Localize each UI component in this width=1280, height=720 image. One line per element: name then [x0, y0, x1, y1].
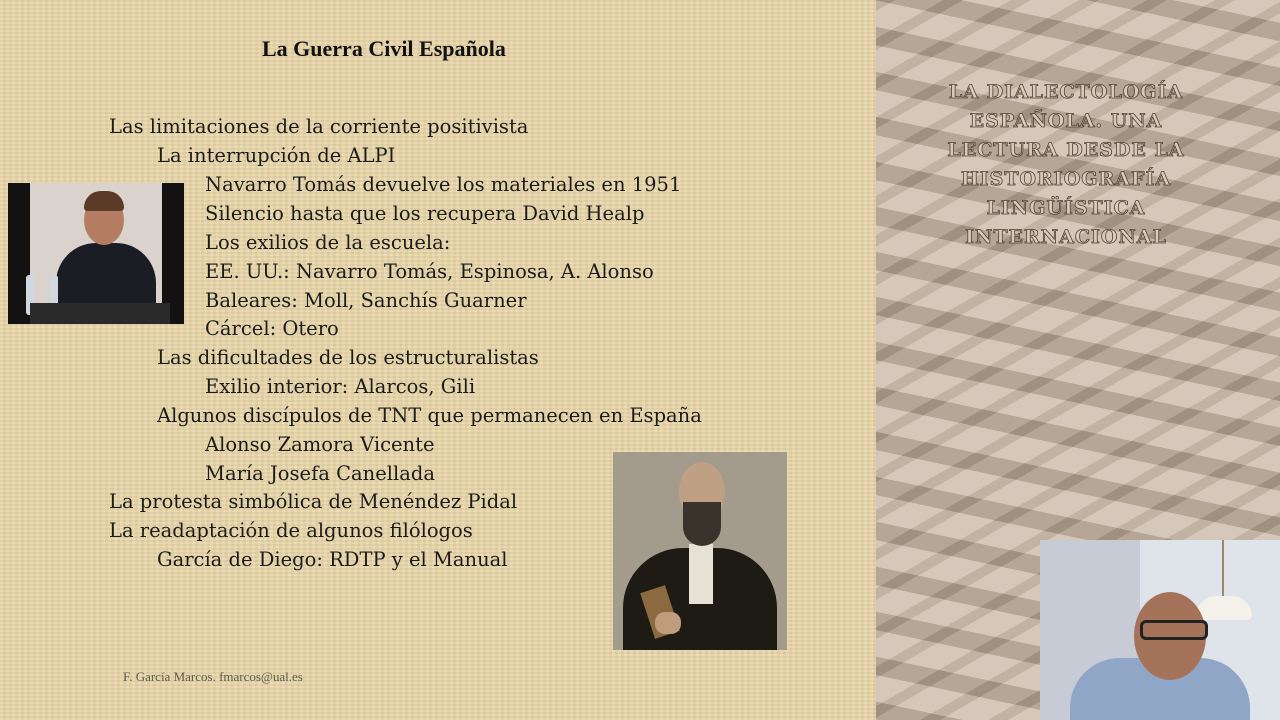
outline-item: Navarro Tomás devuelve los materiales en 1951 — [205, 173, 682, 196]
outline-item: Silencio hasta que los recupera David Healp — [205, 202, 645, 225]
outline-item: García de Diego: RDTP y el Manual — [157, 548, 508, 571]
outline-item: La interrupción de ALPI — [157, 144, 396, 167]
speaker-hair — [84, 191, 124, 211]
glasses-icon — [1140, 620, 1208, 640]
outline-item: Los exilios de la escuela: — [205, 231, 451, 254]
outline-item: Exilio interior: Alarcos, Gili — [205, 375, 476, 398]
outline-item: EE. UU.: Navarro Tomás, Espinosa, A. Alonso — [205, 260, 654, 283]
slide-footer: F. García Marcos. fmarcos@ual.es — [123, 669, 303, 684]
lamp-cord — [1222, 540, 1224, 598]
outline-item: Baleares: Moll, Sanchís Guarner — [205, 289, 527, 312]
outline-item: María Josefa Canellada — [205, 462, 435, 485]
ceiling-lamp — [1196, 596, 1252, 620]
portrait-shirt — [689, 544, 713, 604]
portrait-photo — [613, 452, 787, 650]
desk — [30, 303, 170, 324]
outline-item: Cárcel: Otero — [205, 317, 339, 340]
speaker-photo — [8, 183, 184, 324]
outline-item: Alonso Zamora Vicente — [205, 433, 435, 456]
outline-item: La protesta simbólica de Menéndez Pidal — [109, 490, 518, 513]
slide-title: La Guerra Civil Española — [262, 36, 506, 61]
webcam-video[interactable] — [1040, 540, 1280, 720]
outline-item: Algunos discípulos de TNT que permanecen en España — [157, 404, 702, 427]
portrait-beard — [683, 502, 721, 546]
portrait-hand — [655, 612, 681, 634]
outline-item: Las dificultades de los estructuralistas — [157, 346, 539, 369]
outline-item: La readaptación de algunos filólogos — [109, 519, 473, 542]
outline-item: Las limitaciones de la corriente positivista — [109, 115, 529, 138]
cover-title: LA DIALECTOLOGÍA ESPAÑOLA. UNA LECTURA DESDE LA HISTORIOGRAFÍA LINGÜÍSTICA INTERNACIONAL — [947, 81, 1185, 248]
